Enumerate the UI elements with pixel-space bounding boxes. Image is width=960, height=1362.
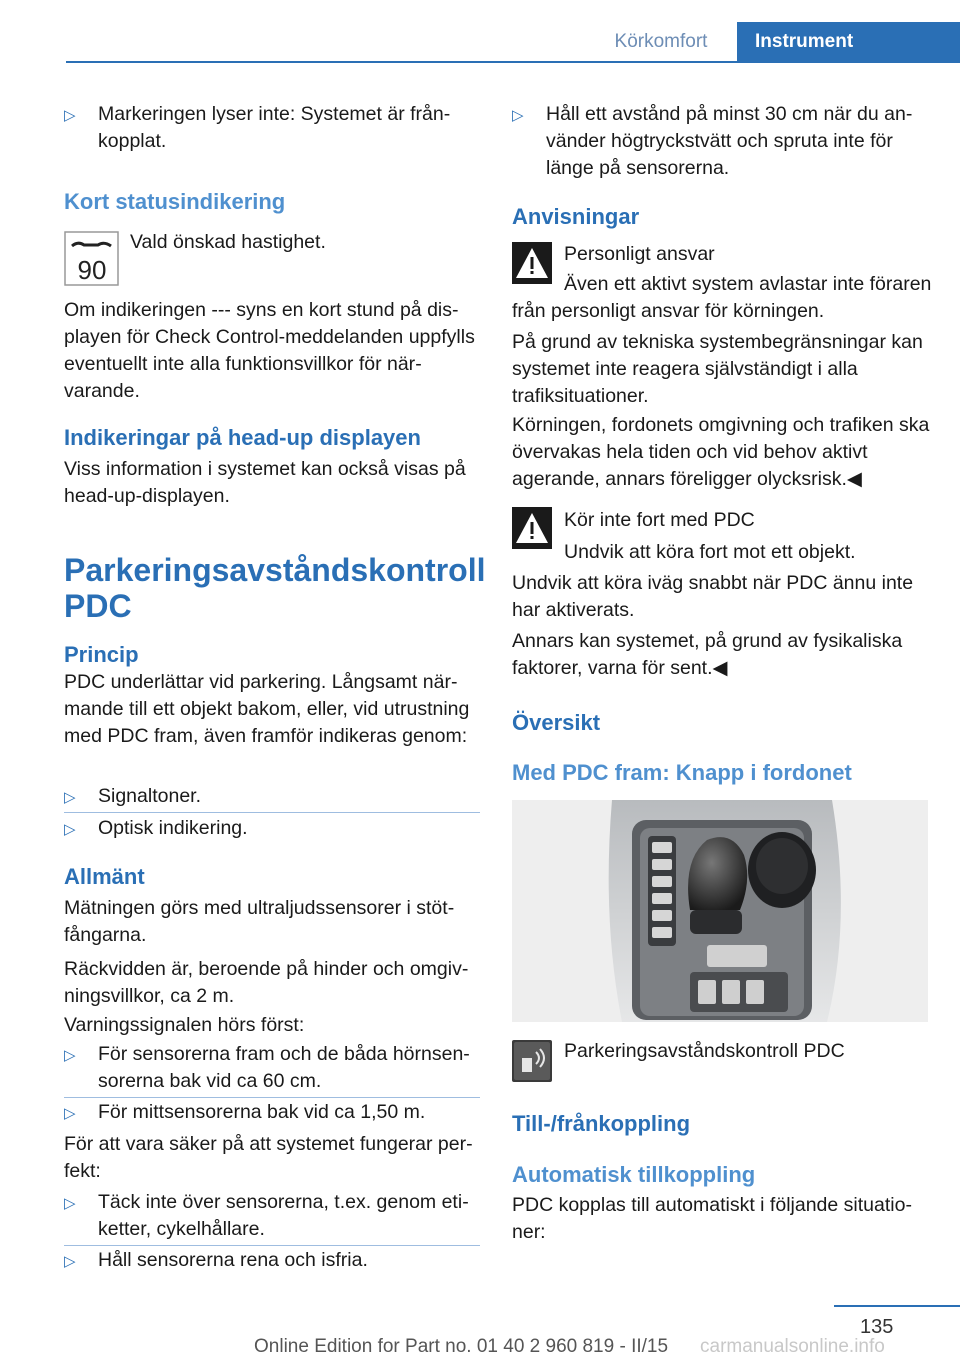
header-rule <box>66 61 960 63</box>
warning-2-text: Undvik att köra fort mot ett objekt. <box>564 541 856 563</box>
bullet-divider <box>64 1245 480 1246</box>
bullet-item <box>64 1189 480 1243</box>
bullet-triangle-icon: ▷ <box>64 107 76 124</box>
paragraph-indikering: Om indikeringen --- syns en kort stund på displayen för Check Control-meddelanden uppfylls eventuellt inte alla funktionsvillkor för närvarande. <box>64 299 475 402</box>
pdc-button-icon <box>512 1040 552 1082</box>
bullet-triangle-icon: ▷ <box>64 1105 76 1122</box>
bullet-text: Signaltoner. <box>98 785 201 807</box>
center-console-photo <box>512 800 928 1022</box>
paragraph-warning-2b: Undvik att köra iväg snabbt när PDC ännu inte har aktiverats. <box>512 572 914 621</box>
bullet-divider <box>64 812 480 813</box>
paragraph-allmant-1: Mätningen görs med ultraljudssensorer i stötfångarna. <box>64 897 455 946</box>
warning-1-text: Även ett aktivt system avlastar inte föraren från personligt ansvar för körningen. <box>512 273 932 322</box>
heading-head-up: Indikeringar på head-up displayen <box>64 425 421 450</box>
warning-triangle-icon <box>512 507 567 549</box>
bullet-item <box>64 1041 480 1095</box>
bullet-text: Håll sensorerna rena och isfria. <box>98 1249 368 1271</box>
heading-automatisk: Automatisk tillkoppling <box>512 1162 756 1187</box>
bullet-triangle-icon: ▷ <box>512 107 524 124</box>
footer-rule <box>834 1305 960 1307</box>
bullet-text: Täck inte över sensorerna, t.ex. genom etiketter, cykelhållare. <box>98 1191 469 1240</box>
bullet-divider <box>64 1097 480 1098</box>
paragraph-warning-2c: Annars kan systemet, på grund av fysikaliska faktorer, varna för sent.◀ <box>512 630 903 679</box>
watermark: carmanualsonline.info <box>700 1336 885 1357</box>
bullet-triangle-icon: ▷ <box>64 1047 76 1064</box>
heading-till-fran: Till-/frånkoppling <box>512 1111 691 1136</box>
bullet-triangle-icon: ▷ <box>64 1195 76 1212</box>
bullet-item <box>64 1247 480 1274</box>
paragraph-allmant-3: Varningssignalen hörs först: <box>64 1014 305 1036</box>
paragraph-allmant-2: Räckvidden är, beroende på hinder och omgivningsvillkor, ca 2 m. <box>64 958 469 1007</box>
paragraph-automatisk: PDC kopplas till automatiskt i följande situationer: <box>512 1194 912 1243</box>
bullet-triangle-icon: ▷ <box>64 821 76 838</box>
heading-pdc: Parkeringsavståndskontroll PDC <box>64 552 486 624</box>
bullet-text: För sensorerna fram och de båda hörnsensorerna bak vid ca 60 cm. <box>98 1043 470 1092</box>
speed-text: Vald önskad hastighet. <box>130 231 326 253</box>
paragraph-warning-1c: Körningen, fordonets omgivning och trafiken ska övervakas hela tiden och vid behov aktivt agerande, annars föreligger olycksrisk.◀ <box>512 414 930 490</box>
header-section: Körkomfort <box>614 31 708 52</box>
bullet-item <box>64 101 480 155</box>
paragraph-princip: PDC underlättar vid parkering. Långsamt närmande till ett objekt bakom, eller, vid utrustning med PDC fram, även framför indikeras genom: <box>64 671 470 747</box>
bullet-item <box>64 1099 480 1126</box>
pdc-button-label: Parkeringsavståndskontroll PDC <box>564 1040 845 1062</box>
paragraph-head-up: Viss information i systemet kan också visas på head-up-displayen. <box>64 458 466 507</box>
bullet-text: Håll ett avstånd på minst 30 cm när du använder högtryckstvätt och spruta inte för länge på sensorerna. <box>546 103 913 179</box>
warning-2-title: Kör inte fort med PDC <box>564 509 755 531</box>
paragraph-allmant-4: För att vara säker på att systemet fungerar perfekt: <box>64 1133 473 1182</box>
speed-value: 90 <box>77 255 107 285</box>
bullet-item <box>64 815 480 842</box>
bullet-triangle-icon: ▷ <box>64 1253 76 1270</box>
bullet-triangle-icon: ▷ <box>64 789 76 806</box>
heading-knapp: Med PDC fram: Knapp i fordonet <box>512 760 852 785</box>
heading-anvisningar: Anvisningar <box>512 204 640 229</box>
bullet-item <box>512 101 932 182</box>
heading-allmant: Allmänt <box>64 864 145 889</box>
bullet-item <box>64 783 480 810</box>
heading-kort-status: Kort statusindikering <box>64 189 286 214</box>
speed-indicator-icon <box>64 231 119 286</box>
footer-edition: Online Edition for Part no. 01 40 2 960 819 - II/15 <box>254 1336 669 1357</box>
bullet-text: För mittsensorerna bak vid ca 1,50 m. <box>98 1101 426 1123</box>
heading-oversikt: Översikt <box>512 710 601 735</box>
heading-princip: Princip <box>64 642 139 667</box>
page-number: 135 <box>860 1316 894 1338</box>
bullet-text: Optisk indikering. <box>98 817 248 839</box>
header-chapter: Instrument <box>737 22 960 62</box>
warning-1-title: Personligt ansvar <box>564 243 715 265</box>
bullet-text: Markeringen lyser inte: Systemet är frånkopplat. <box>98 103 451 152</box>
paragraph-warning-1b: På grund av tekniska systembegränsningar kan systemet inte reagera självständigt i alla trafiksituationer. <box>512 331 923 407</box>
